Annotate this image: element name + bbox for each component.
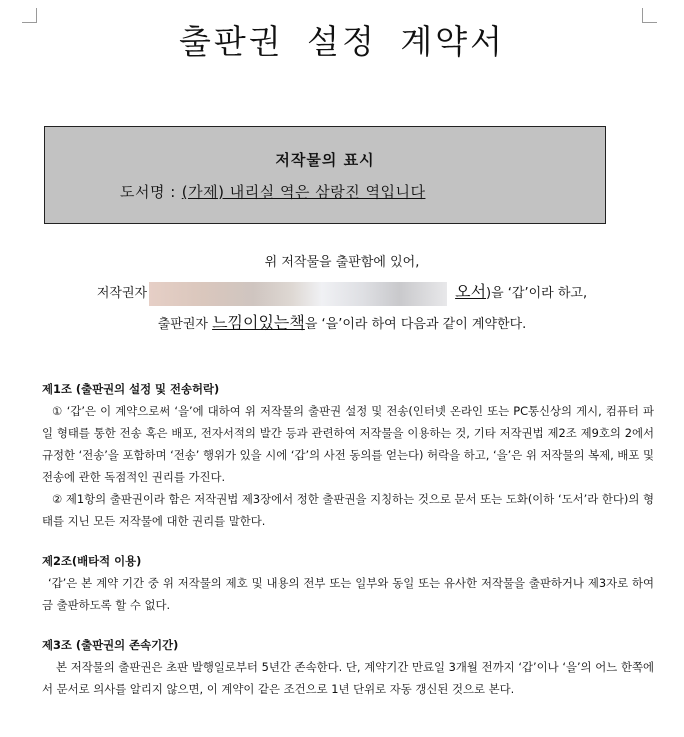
book-title-row	[120, 181, 425, 202]
book-title-label: 도서명 :	[120, 183, 176, 201]
article-1-paragraph-2: ② 제1항의 출판권이라 함은 저작권법 제3장에서 정한 출판권을 지칭하는 것으로 문서 또는 도화(이하 ‘도서’라 한다)의 형태를 지닌 모든 저작물에 대한 권리를 말한다.	[42, 492, 654, 528]
work-info-box	[44, 126, 606, 224]
article-1	[42, 378, 654, 532]
redacted-author-name	[149, 282, 447, 306]
publisher-line	[0, 310, 684, 333]
article-3	[42, 634, 654, 700]
article-3-title: 제3조 (출판권의 존속기간)	[42, 638, 179, 652]
publisher-name: 느낌이있는책	[212, 313, 305, 332]
intro-line: 위 저작물을 출판함에 있어,	[264, 255, 420, 270]
book-title-value: (가제) 내리실 역은 삼랑진 역입니다	[181, 183, 426, 201]
work-info-heading: 저작물의 표시	[275, 151, 375, 169]
article-2-paragraph-1: ‘갑’은 본 계약 기간 중 위 저작물의 제호 및 내용의 전부 또는 일부와 동일 또는 유사한 저작물을 출판하거나 제3자로 하여금 출판하도록 할 수 없다.	[42, 576, 654, 612]
article-3-paragraph-1: 본 저작물의 출판권은 초판 발행일로부터 5년간 존속한다. 단, 계약기간 만료일 3개월 전까지 ‘갑’이나 ‘을’의 어느 한쪽에서 문서로 의사를 알리지 않으면, 이 계약이 같은 조건으로 1년 단위로 자동 갱신된 것으로 본다.	[42, 660, 654, 696]
author-line	[0, 279, 684, 306]
article-1-paragraph-1: ① ‘갑’은 이 계약으로써 ‘을’에 대하여 위 저작물의 출판권 설정 및 전송(인터넷 온라인 또는 PC통신상의 게시, 컴퓨터 파일 형태를 통한 전송 혹은 배포, 전자서적의 발간 등과 관련하여 저작물을 이용하는 것, 기타 저작권법 제2조 제9호의 2에서 규정한 ‘전송’을 포함하며 ‘전송’ 행위가 있을 시에 ‘갑’의 사전 동의를 얻는다) 허락을 하고, ‘을’은 위 저작물의 복제, 배포 및 전송에 관한 독점적인 권리를 가진다.	[42, 404, 654, 484]
publisher-label: 출판권자	[157, 317, 208, 332]
author-name-suffix: 오서	[455, 282, 487, 301]
author-label: 저작권자	[96, 286, 148, 301]
article-2	[42, 550, 654, 616]
publisher-rest: 을 ‘을’이라 하여 다음과 같이 계약한다.	[304, 317, 527, 332]
article-1-title: 제1조 (출판권의 설정 및 전송허락)	[42, 382, 220, 396]
author-rest: )을 ‘갑’이라 하고,	[486, 286, 588, 301]
article-2-title: 제2조(배타적 이용)	[42, 554, 142, 568]
document-title: 출판권 설정 계약서	[178, 22, 505, 61]
